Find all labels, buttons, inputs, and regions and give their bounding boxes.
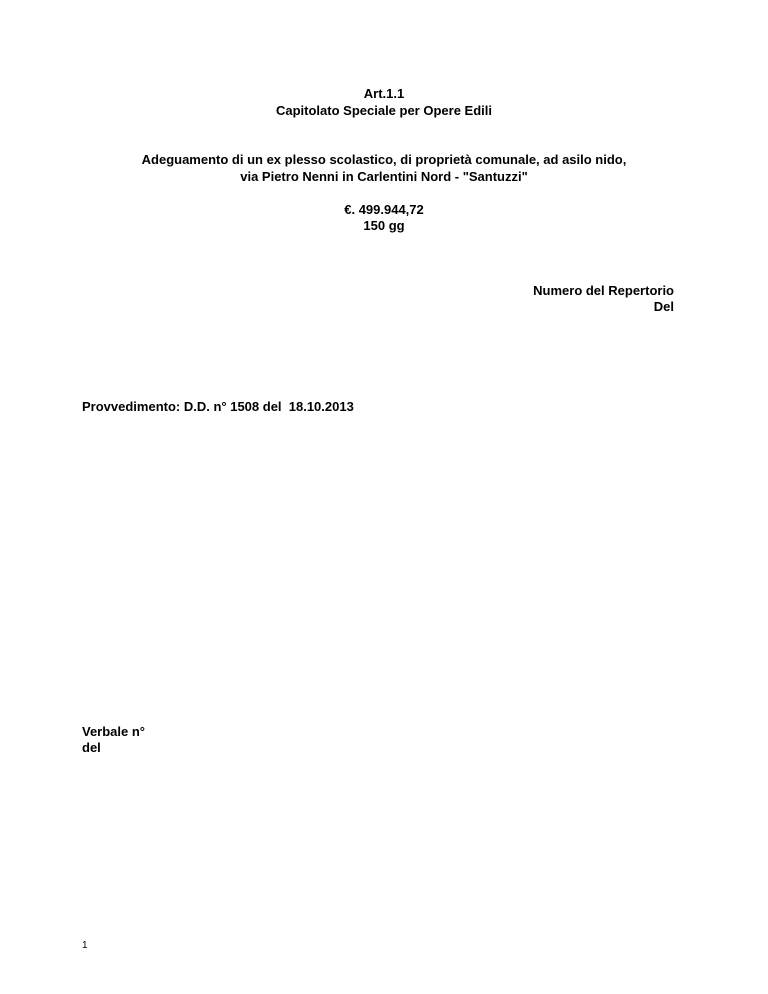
document-title: Capitolato Speciale per Opere Edili [275, 103, 492, 118]
page-number: 1 [82, 940, 88, 951]
project-description-line-2: via Pietro Nenni in Carlentini Nord - "Santuzzi" [240, 169, 528, 184]
contract-amount: €. 499.944,72 [344, 202, 424, 217]
verbale-number-label: Verbale n° [82, 724, 146, 739]
article-number: Art.1.1 [363, 86, 405, 101]
provvedimento-reference: Provvedimento: D.D. n° 1508 del 18.10.2013 [82, 399, 354, 414]
verbale-date-label: del [82, 740, 101, 755]
repertorio-number-label: Numero del Repertorio [533, 283, 674, 298]
project-description-line-1: Adeguamento di un ex plesso scolastico, di proprietà comunale, ad asilo nido, [141, 152, 627, 167]
repertorio-date-label: Del [653, 299, 674, 314]
contract-duration: 150 gg [363, 218, 405, 233]
